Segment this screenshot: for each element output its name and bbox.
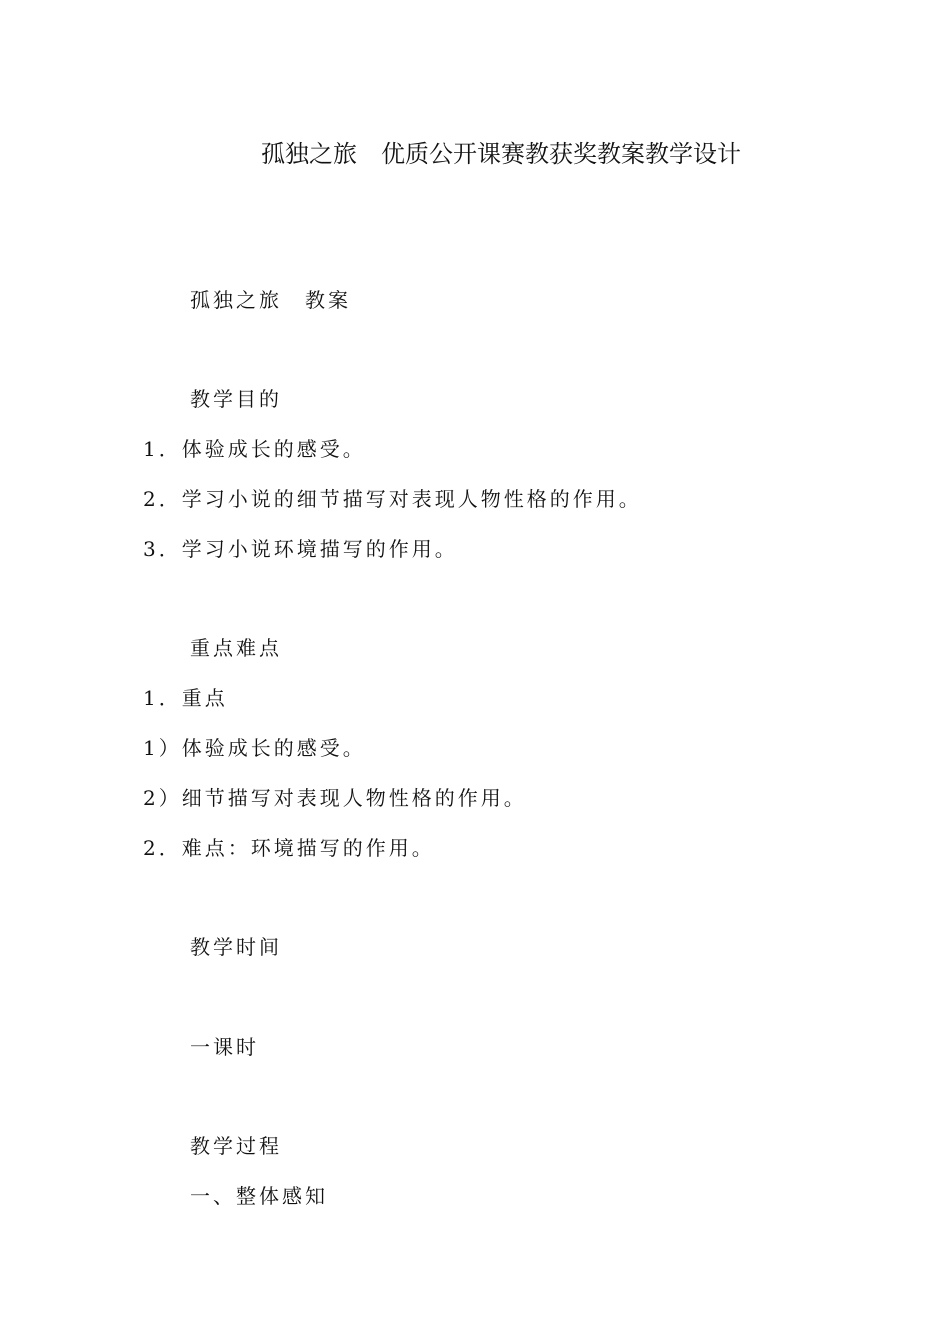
- objective-item-3: 3．学习小说环境描写的作用。: [143, 537, 458, 561]
- key-points-heading: 重点难点: [190, 636, 282, 660]
- document-title: 孤独之旅 优质公开课赛教获奖教案教学设计: [261, 140, 741, 168]
- key-point-item-2: 1）体验成长的感受。: [143, 736, 366, 760]
- lesson-plan-subtitle: 孤独之旅 教案: [190, 288, 351, 312]
- process-heading: 教学过程: [190, 1134, 282, 1158]
- key-point-item-4: 2．难点：环境描写的作用。: [143, 836, 435, 860]
- key-point-item-1: 1．重点: [143, 686, 228, 710]
- objective-item-2: 2．学习小说的细节描写对表现人物性格的作用。: [143, 487, 642, 511]
- time-value: 一课时: [190, 1035, 259, 1059]
- process-section-1: 一、整体感知: [190, 1184, 328, 1208]
- time-heading: 教学时间: [190, 935, 282, 959]
- objective-item-1: 1．体验成长的感受。: [143, 437, 366, 461]
- key-point-item-3: 2）细节描写对表现人物性格的作用。: [143, 786, 527, 810]
- objectives-heading: 教学目的: [190, 387, 282, 411]
